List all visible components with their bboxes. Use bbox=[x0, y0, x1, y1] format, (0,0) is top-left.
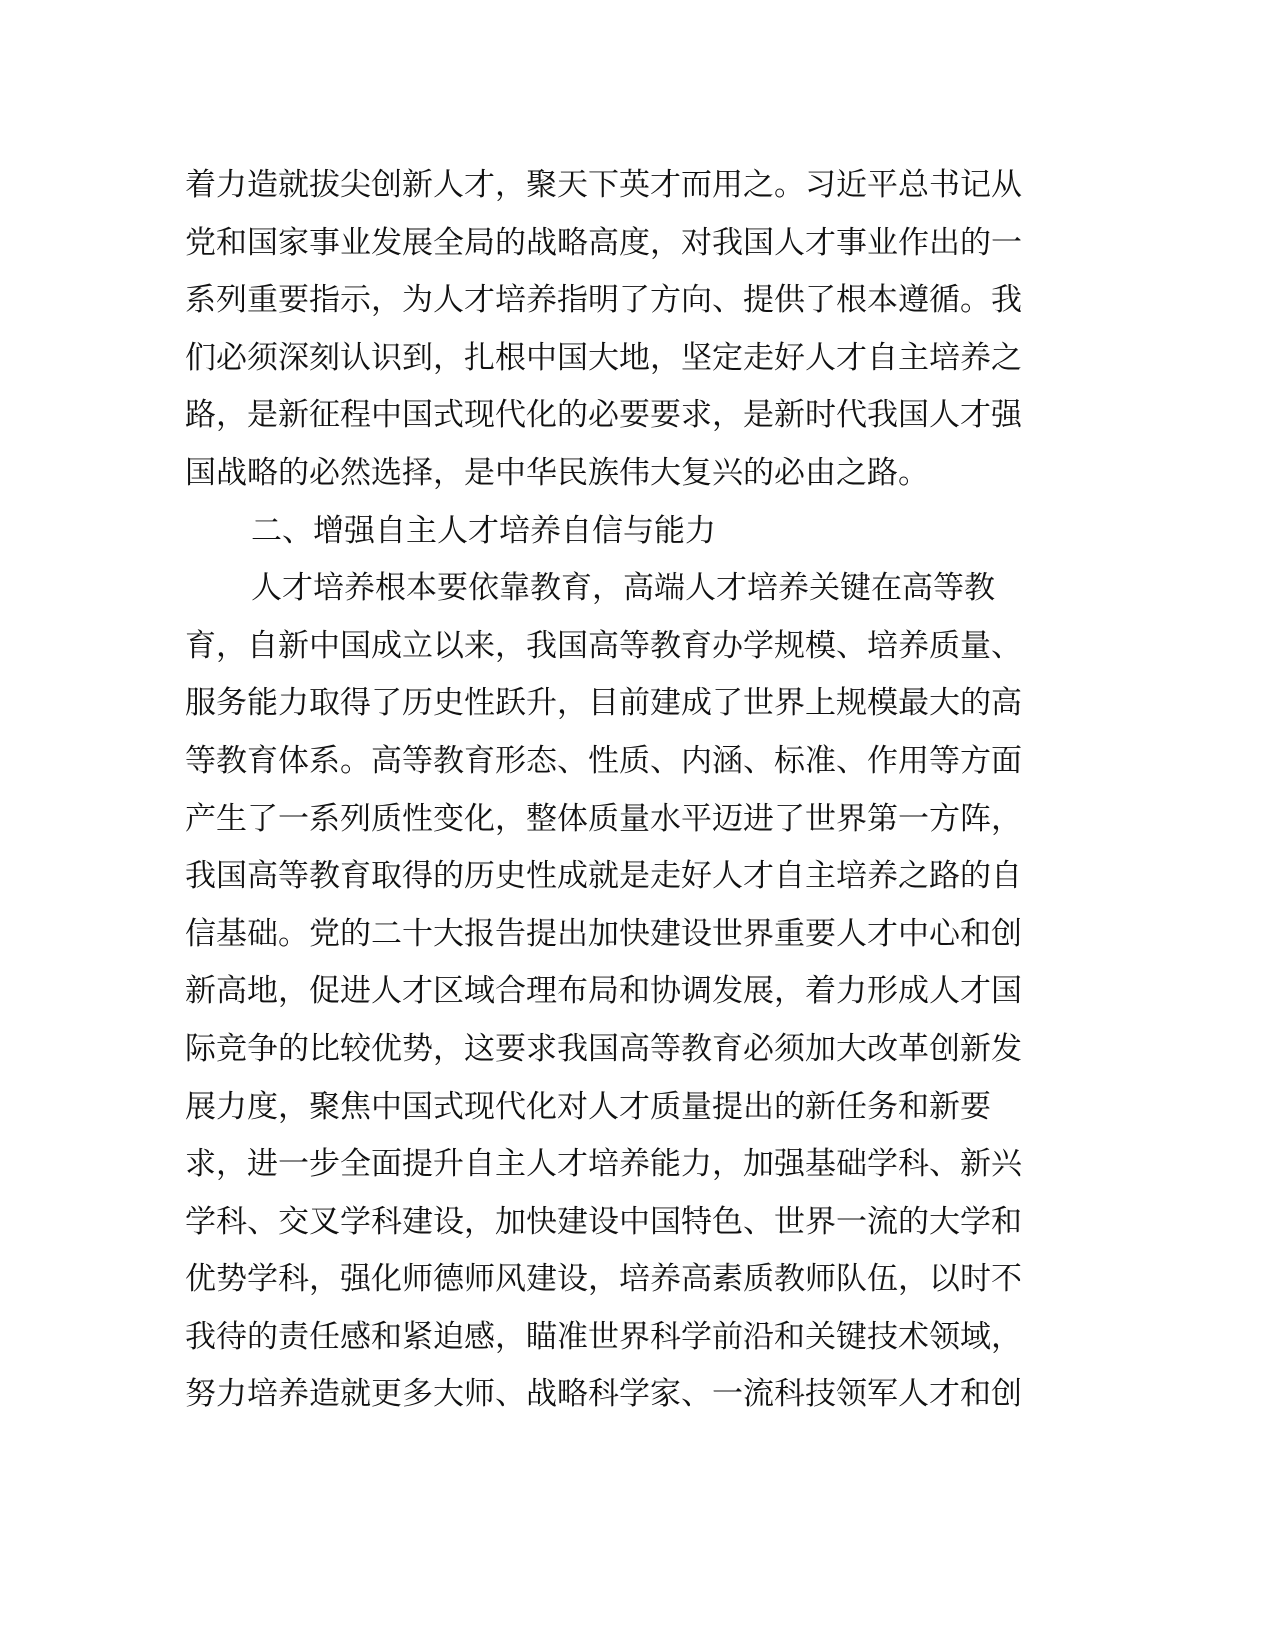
text-line: 党和国家事业发展全局的战略高度，对我国人才事业作出的一 bbox=[185, 224, 1022, 261]
text-line: 际竞争的比较优势，这要求我国高等教育必须加大改革创新发 bbox=[185, 1030, 1022, 1067]
text-line: 育，自新中国成立以来，我国高等教育办学规模、培养质量、 bbox=[185, 627, 1022, 664]
text-line: 着力造就拔尖创新人才，聚天下英才而用之。习近平总书记从 bbox=[185, 167, 1022, 203]
text-line: 产生了一系列质性变化，整体质量水平迈进了世界第一方阵， bbox=[185, 800, 1022, 837]
text-line: 人才培养根本要依靠教育，高端人才培养关键在高等教 bbox=[251, 570, 995, 607]
text-line: 等教育体系。高等教育形态、性质、内涵、标准、作用等方面 bbox=[185, 742, 1022, 779]
text-line: 信基础。党的二十大报告提出加快建设世界重要人才中心和创 bbox=[185, 915, 1022, 952]
text-line: 我待的责任感和紧迫感，瞄准世界科学前沿和关键技术领域， bbox=[185, 1318, 1022, 1355]
text-line: 优势学科，强化师德师风建设，培养高素质教师队伍，以时不 bbox=[185, 1261, 1022, 1298]
body-text bbox=[185, 157, 1090, 1424]
text-line: 国战略的必然选择，是中华民族伟大复兴的必由之路。 bbox=[185, 454, 929, 491]
text-line: 服务能力取得了历史性跃升，目前建成了世界上规模最大的高 bbox=[185, 685, 1022, 722]
text-line: 求，进一步全面提升自主人才培养能力，加强基础学科、新兴 bbox=[185, 1146, 1022, 1183]
text-line: 学科、交叉学科建设，加快建设中国特色、世界一流的大学和 bbox=[185, 1203, 1022, 1240]
text-line: 路，是新征程中国式现代化的必要要求，是新时代我国人才强 bbox=[185, 397, 1022, 434]
section-heading: 二、增强自主人才培养自信与能力 bbox=[251, 512, 716, 549]
text-line: 展力度，聚焦中国式现代化对人才质量提出的新任务和新要 bbox=[185, 1088, 991, 1125]
text-line: 我国高等教育取得的历史性成就是走好人才自主培养之路的自 bbox=[185, 858, 1022, 895]
text-line: 努力培养造就更多大师、战略科学家、一流科技领军人才和创 bbox=[185, 1376, 1022, 1413]
text-line: 们必须深刻认识到，扎根中国大地，坚定走好人才自主培养之 bbox=[185, 339, 1022, 376]
text-line: 新高地，促进人才区域合理布局和协调发展，着力形成人才国 bbox=[185, 973, 1022, 1010]
text-line: 系列重要指示，为人才培养指明了方向、提供了根本遵循。我 bbox=[185, 282, 1022, 319]
